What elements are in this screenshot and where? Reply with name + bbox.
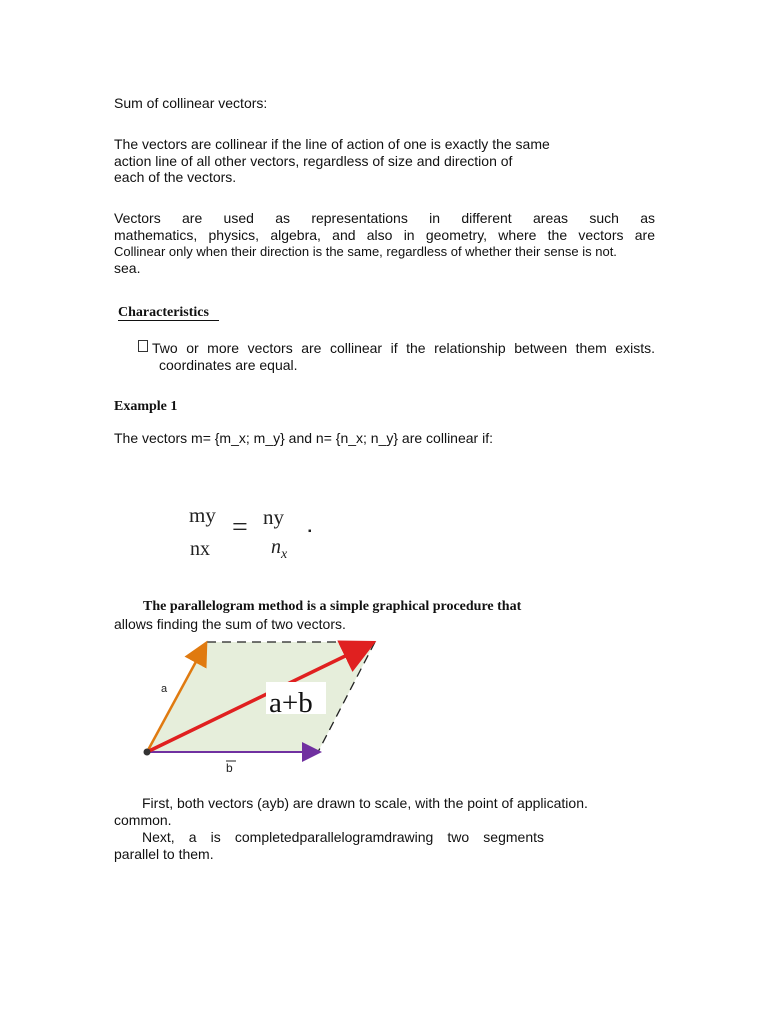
paragraph-line: each of the vectors. [114,169,237,185]
parallelogram-line: The parallelogram method is a simple graphical procedure that [143,599,522,614]
paragraph-line: Collinear only when their direction is the same, regardless of whether their sense is not. [114,244,617,259]
paragraph-line: mathematics, physics, algebra, and also in geometry, where the vectors are [114,227,655,243]
equation-left-numerator: my [189,503,216,527]
example-heading: Example 1 [114,399,178,414]
paragraph-line: sea. [114,260,141,276]
equation-right-denominator-sub: x [281,547,288,562]
paragraph-line: Vectors are used as representations in different areas such as [114,210,655,226]
bullet-line: coordinates are equal. [159,357,298,373]
vector-a-label: a [161,683,168,695]
example-text: The vectors m= {m_x; m_y} and n= {n_x; n_y} are collinear if: [114,430,493,446]
equation-equals: = [232,512,248,543]
paragraph-line: action line of all other vectors, regardless of size and direction of [114,153,513,169]
parallelogram-line: allows finding the sum of two vectors. [114,616,346,632]
vector-b-label: b [226,761,233,775]
equation-dot: ▪ [308,526,312,537]
equation-left-denominator: nx [190,538,210,560]
step-line: Next, a is completedparallelogramdrawing two segments [142,829,544,845]
step-line: First, both vectors (ayb) are drawn to scale, with the point of application. [142,795,588,811]
equation-right-denominator-base: n [271,536,281,558]
paragraph-line: The vectors are collinear if the line of action of one is exactly the same [114,136,550,152]
step-line: common. [114,812,172,828]
sum-label: a+b [269,687,313,719]
equation-right-numerator: ny [263,505,284,529]
origin-point [144,749,151,756]
page-title: Sum of collinear vectors: [114,95,268,111]
characteristics-heading-text: Characteristics [118,305,209,320]
bullet-line: Two or more vectors are collinear if the relationship between them exists. [152,340,655,356]
step-line: parallel to them. [114,846,214,862]
